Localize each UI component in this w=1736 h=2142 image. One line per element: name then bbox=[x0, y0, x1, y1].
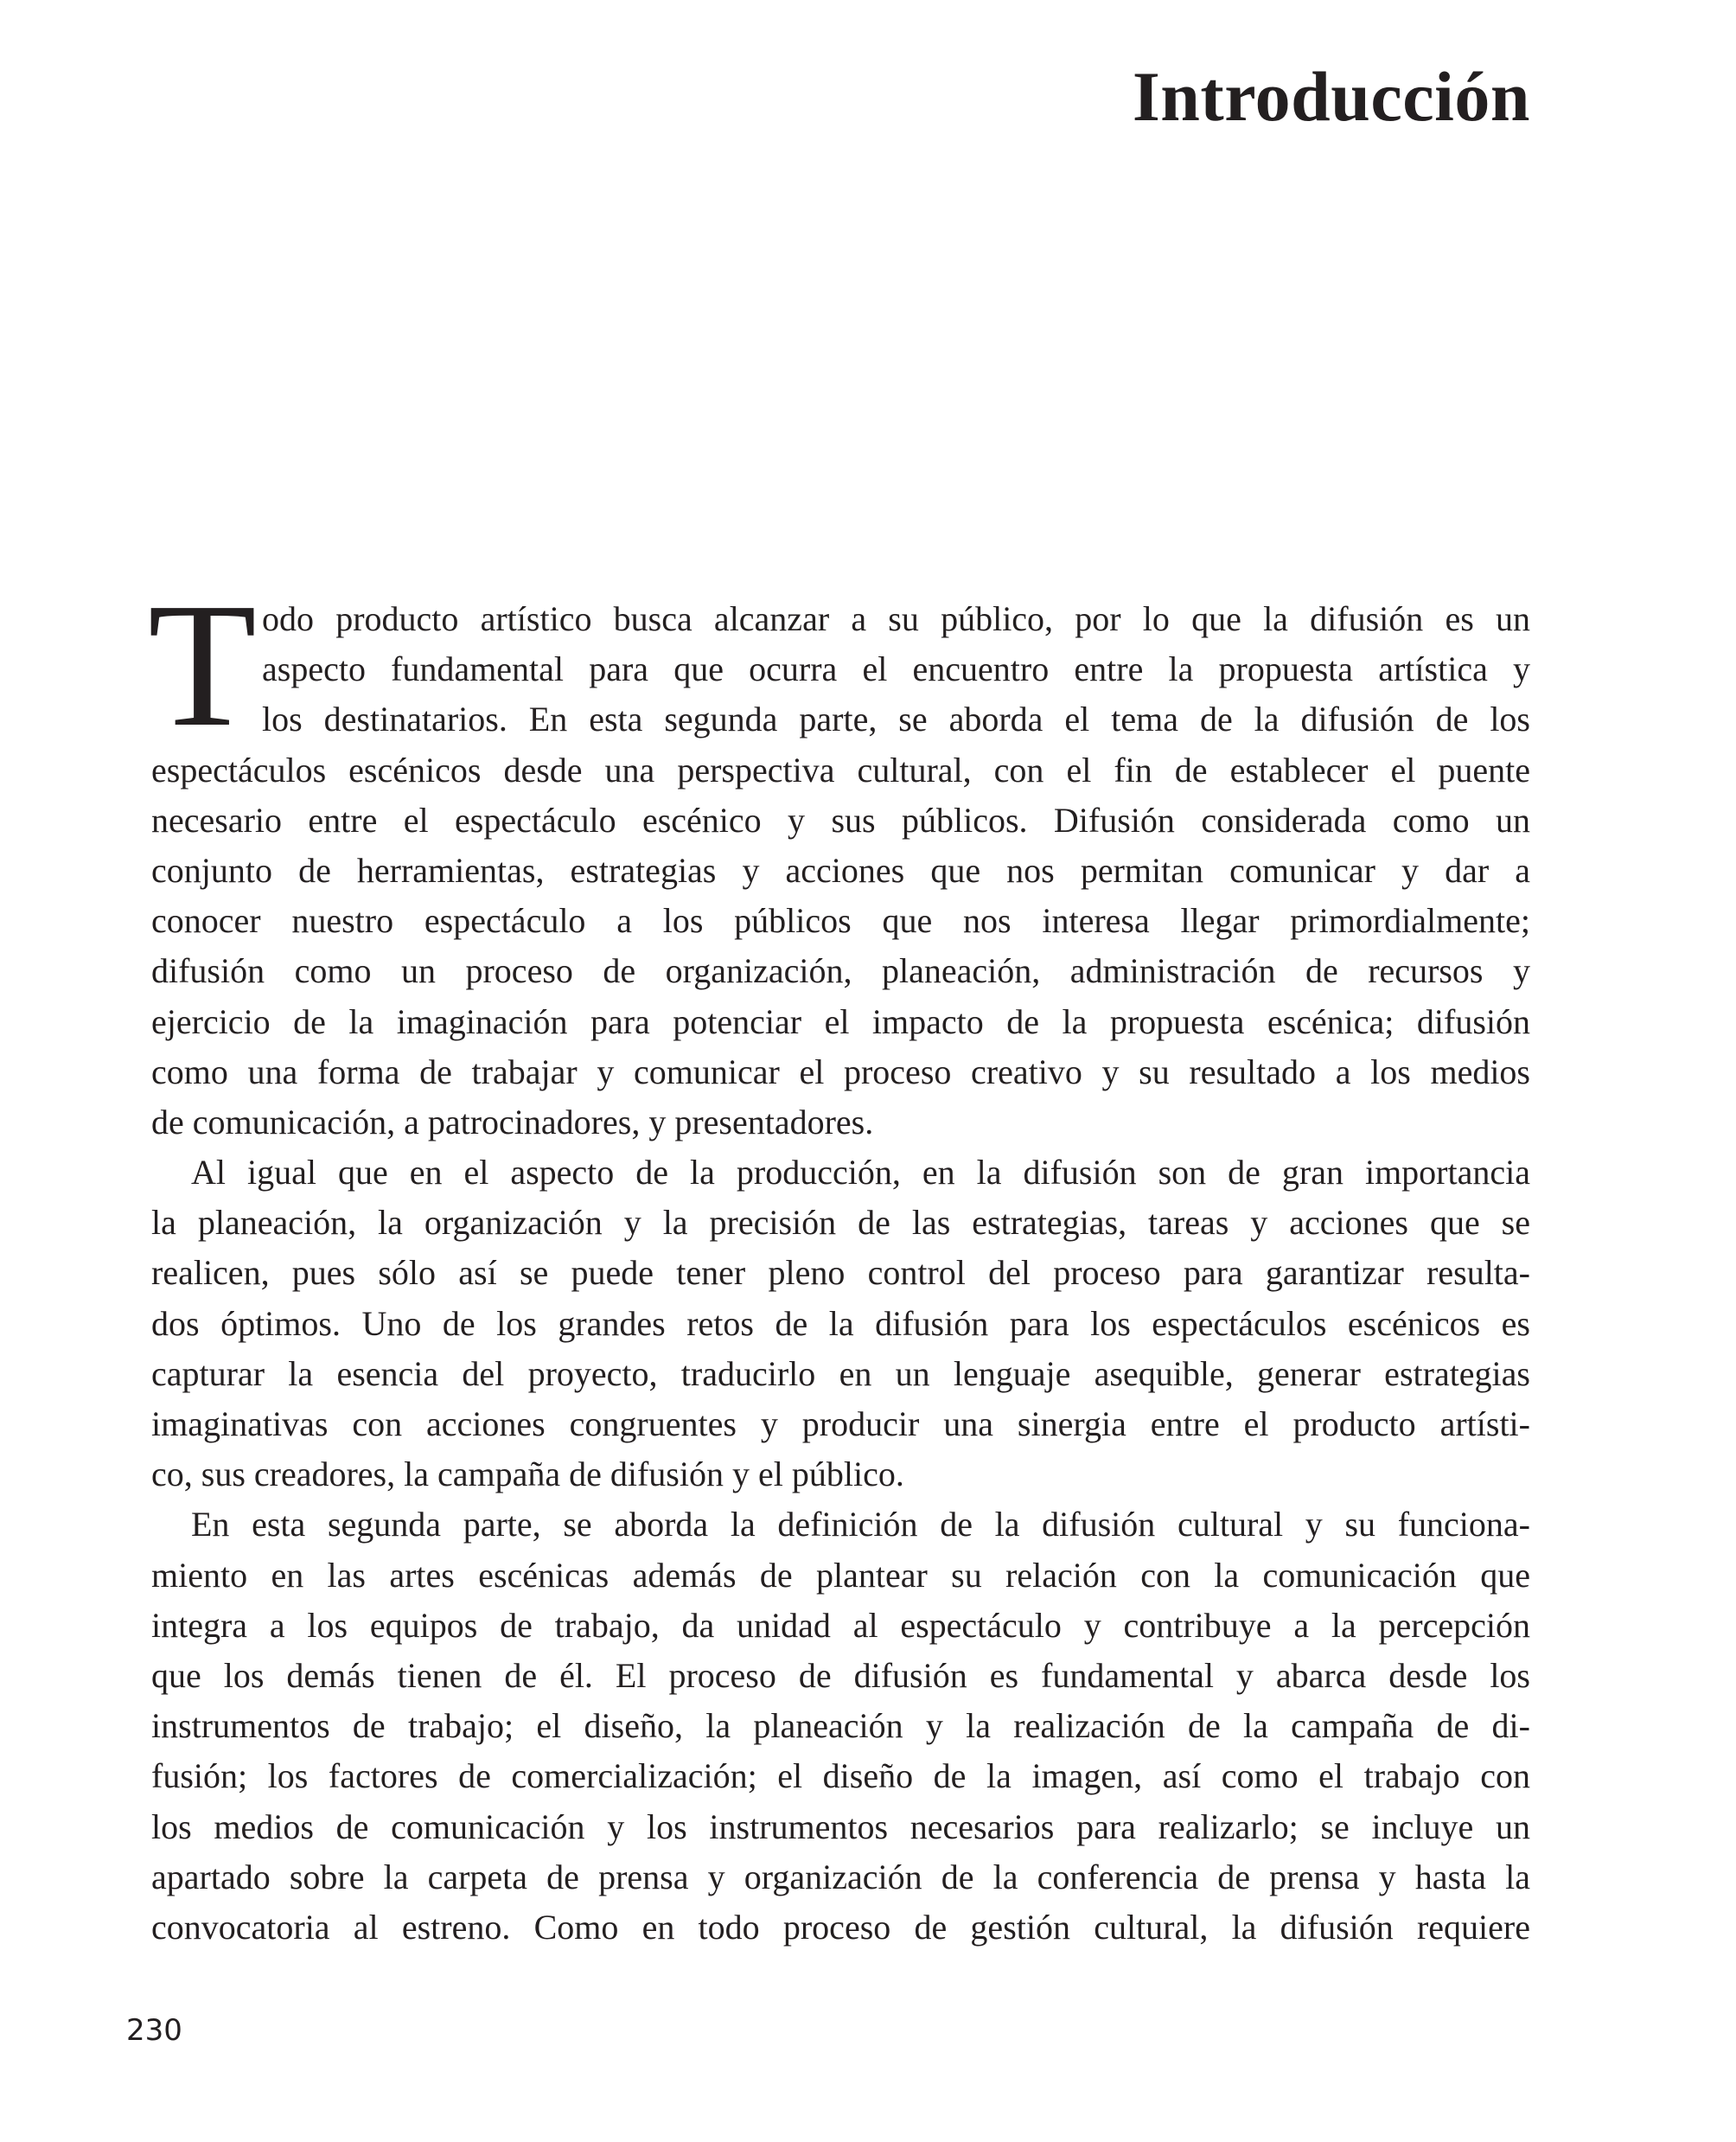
text-line: fusión; los factores de comercialización; el diseño de la imagen, así como el trabajo con bbox=[151, 1756, 1530, 1796]
text-line: apartado sobre la carpeta de prensa y organización de la conferencia de prensa y hasta la bbox=[151, 1857, 1530, 1896]
text-line: los medios de comunicación y los instrumentos necesarios para realizarlo; se incluye un bbox=[151, 1806, 1530, 1846]
text-line: de comunicación, a patrocinadores, y presentadores. bbox=[151, 1102, 874, 1141]
text-line: realicen, pues sólo así se puede tener pleno control del proceso para garantizar resulta- bbox=[151, 1253, 1530, 1293]
text-line: como una forma de trabajar y comunicar el proceso creativo y su resultado a los medios bbox=[151, 1052, 1530, 1091]
text-line: los destinatarios. En esta segunda parte, se aborda el tema de la difusión de los bbox=[262, 700, 1530, 739]
text-line: convocatoria al estreno. Como en todo proceso de gestión cultural, la difusión requiere bbox=[151, 1907, 1530, 1947]
text-line: ejercicio de la imaginación para potenciar el impacto de la propuesta escénica; difusión bbox=[151, 1001, 1530, 1041]
text-line: capturar la esencia del proyecto, traducirlo en un lenguaje asequible, generar estrategias bbox=[151, 1353, 1530, 1393]
paragraph-3 bbox=[151, 1499, 1530, 1953]
text-line: instrumentos de trabajo; el diseño, la planeación y la realización de la campaña de di- bbox=[151, 1706, 1530, 1746]
text-line: aspecto fundamental para que ocurra el encuentro entre la propuesta artística y bbox=[262, 649, 1530, 689]
text-line: conjunto de herramientas, estrategias y acciones que nos permitan comunicar y dar a bbox=[151, 850, 1530, 890]
text-line: integra a los equipos de trabajo, da unidad al espectáculo y contribuye a la percepción bbox=[151, 1605, 1530, 1645]
text-line: miento en las artes escénicas además de plantear su relación con la comunicación que bbox=[151, 1555, 1530, 1595]
text-line: odo producto artístico busca alcanzar a su público, por lo que la difusión es un bbox=[262, 599, 1530, 638]
body-text bbox=[148, 566, 1530, 1953]
paragraph-1 bbox=[151, 594, 1530, 1148]
text-line: espectáculos escénicos desde una perspectiva cultural, con el fin de establecer el puente bbox=[151, 750, 1530, 790]
text-line: conocer nuestro espectáculo a los públicos que nos interesa llegar primordialmente; bbox=[151, 901, 1530, 941]
text-line: En esta segunda parte, se aborda la definición de la difusión cultural y su funciona- bbox=[191, 1505, 1530, 1544]
text-line: Al igual que en el aspecto de la producción, en la difusión son de gran importancia bbox=[191, 1153, 1530, 1192]
paragraph-2 bbox=[151, 1148, 1530, 1499]
text-line: imaginativas con acciones congruentes y producir una sinergia entre el producto artísti- bbox=[151, 1404, 1530, 1443]
text-line: dos óptimos. Uno de los grandes retos de la difusión para los espectáculos escénicos es bbox=[151, 1303, 1530, 1343]
text-line: la planeación, la organización y la precisión de las estrategias, tareas y acciones que se bbox=[151, 1203, 1530, 1243]
text-line: difusión como un proceso de organización, planeación, administración de recursos y bbox=[151, 951, 1530, 991]
drop-cap: T bbox=[148, 566, 257, 764]
text-line: co, sus creadores, la campaña de difusión y el público. bbox=[151, 1455, 904, 1494]
page-title: Introducción bbox=[1132, 57, 1530, 136]
text-line: necesario entre el espectáculo escénico y sus públicos. Difusión considerada como un bbox=[151, 800, 1530, 840]
page-number: 230 bbox=[126, 2013, 182, 2048]
text-line: que los demás tienen de él. El proceso de difusión es fundamental y abarca desde los bbox=[151, 1655, 1530, 1695]
